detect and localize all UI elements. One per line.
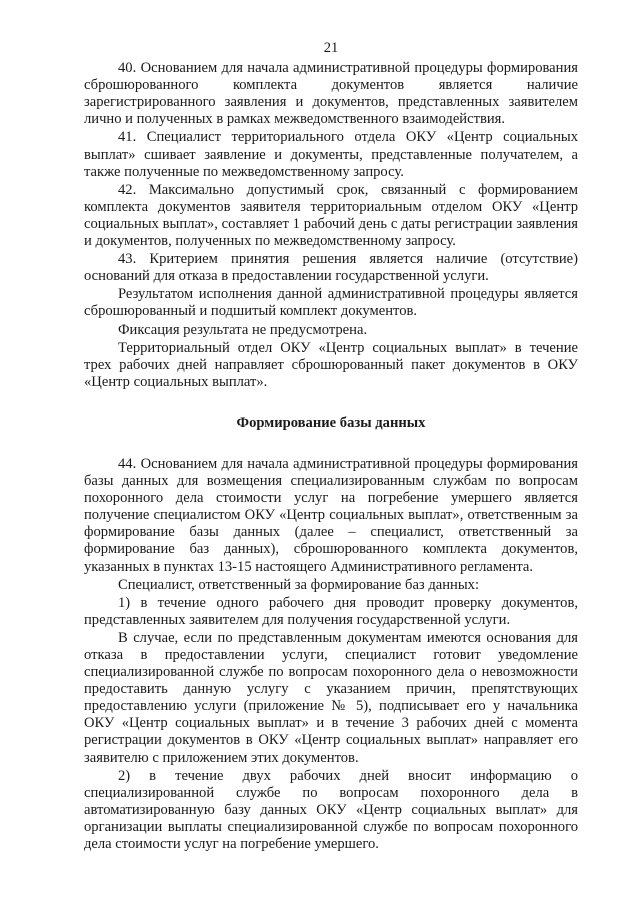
paragraph-43: 43. Критерием принятия решения является наличие (отсутствие) оснований для отказа в предоставлении государственной услуги.: [84, 251, 578, 285]
paragraph-44: 44. Основанием для начала административной процедуры формирования базы данных для возмещения специализированным службам по вопросам похоронного дела стоимости услуг на погребение умершего является получение специалистом ОКУ «Центр социальных выплат», ответственным за формирование базы данных (далее – специалист, ответственный за формирование баз данных), сброшюрованного комплекта документов, указанных в пунктах 13-15 настоящего Административного регламента.: [84, 455, 578, 575]
document-page: [84, 40, 578, 854]
paragraph-42: 42. Максимально допустимый срок, связанный с формированием комплекта документов заявителя территориальным отделом ОКУ «Центр социальных выплат», составляет 1 рабочий день с даты регистрации заявления и документов, полученных по межведомственному запросу.: [84, 181, 578, 250]
paragraph-territorial: Территориальный отдел ОКУ «Центр социальных выплат» в течение трех рабочих дней направляет сброшюрованный пакет документов в ОКУ «Центр социальных выплат».: [84, 339, 578, 390]
paragraph-fixation: Фиксация результата не предусмотрена.: [118, 321, 368, 338]
section-heading: Формирование базы данных: [236, 414, 426, 431]
paragraph-refusal: В случае, если по представленным документам имеются основания для отказа в предоставлении услуги, специалист готовит уведомление специализированной службе по вопросам похоронного дела о невозможности предоставить данную услугу с указанием причин, препятствующих предоставлению услуги (приложение № 5), подписывает его у начальника ОКУ «Центр социальных выплат» и в течение 3 рабочих дней с момента регистрации документов в ОКУ «Центр социальных выплат» направляет его заявителю с приложением этих документов.: [84, 629, 578, 766]
paragraph-41: 41. Специалист территориального отдела ОКУ «Центр социальных выплат» сшивает заявление и документы, представленные получателем, а также полученные по межведомственному запросу.: [84, 129, 578, 180]
paragraph-item-1: 1) в течение одного рабочего дня проводит проверку документов, представленных заявителем для получения государственной услуги.: [84, 594, 578, 628]
paragraph-40: 40. Основанием для начала административной процедуры формирования сброшюрованного комплекта документов является наличие зарегистрированного заявления и документов, представленных заявителем лично и полученных в рамках межведомственного взаимодействия.: [84, 60, 578, 128]
paragraph-specialist: Специалист, ответственный за формирование баз данных:: [118, 576, 480, 593]
paragraph-item-2: 2) в течение двух рабочих дней вносит информацию о специализированной службе по вопросам похоронного дела в автоматизированную базу данных ОКУ «Центр социальных выплат» для организации выплаты специализированной службе по вопросам похоронного дела стоимости услуг на погребение умершего.: [84, 767, 578, 853]
paragraph-result: Результатом исполнения данной административной процедуры является сброшюрованный и подшитый комплект документов.: [84, 286, 578, 320]
page-number: 21: [323, 40, 339, 56]
